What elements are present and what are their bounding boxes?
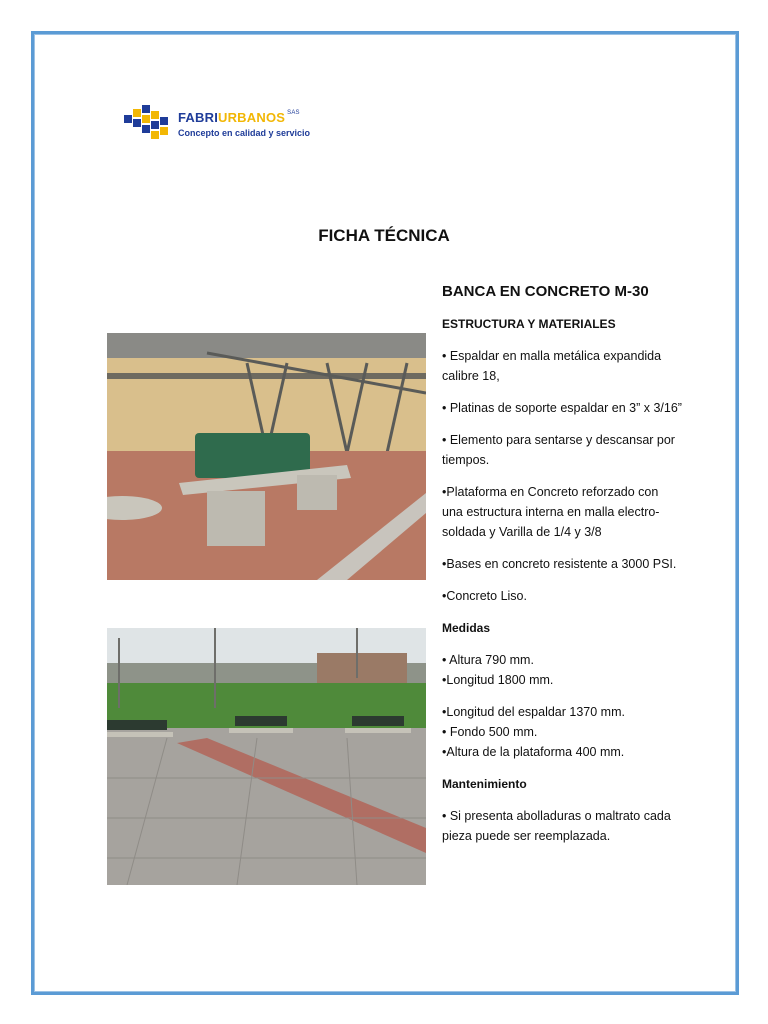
measures-group [442,702,682,762]
logo-brand [178,110,300,125]
structure-item: •Concreto Liso. [442,589,527,603]
spec-column [442,282,682,858]
measures-heading: Medidas [442,621,491,635]
structure-heading: ESTRUCTURA Y MATERIALES [442,317,616,331]
maintenance-heading: Mantenimiento [442,777,527,791]
measures-group [442,650,682,690]
park-benches-photo [107,628,426,885]
product-name: BANCA EN CONCRETO M-30 [442,283,649,300]
measure-item: •Longitud 1800 mm. [442,673,554,687]
structure-item: • Platinas de soporte espaldar en 3” x 3/16” [442,401,682,415]
measure-item: • Fondo 500 mm. [442,725,538,739]
measure-item: •Altura de la plataforma 400 mm. [442,745,625,759]
measure-item: • Altura 790 mm. [442,653,534,667]
bench-closeup-photo [107,333,426,580]
structure-item: •Bases en concreto resistente a 3000 PSI. [442,557,677,571]
structure-item: • Espaldar en malla metálica expandida calibre 18, [442,349,662,383]
page-title: FICHA TÉCNICA [318,226,450,245]
logo-brand-b: URBANOS [218,110,286,125]
logo-tagline: Concepto en calidad y servicio [178,128,311,138]
company-logo [122,103,322,143]
logo-brand-a: FABRI [178,110,218,125]
logo-sas: SAS [287,110,300,116]
structure-item: • Elemento para sentarse y descansar por tiempos. [442,433,675,467]
maintenance-text: • Si presenta abolladuras o maltrato cada pieza puede ser reemplazada. [442,809,671,843]
logo-mark-icon [122,103,174,141]
structure-item: •Plataforma en Concreto reforzado con una estructura interna en malla electro-soldada y Varilla de 1/4 y 3/8 [442,485,660,539]
measure-item: •Longitud del espaldar 1370 mm. [442,705,625,719]
